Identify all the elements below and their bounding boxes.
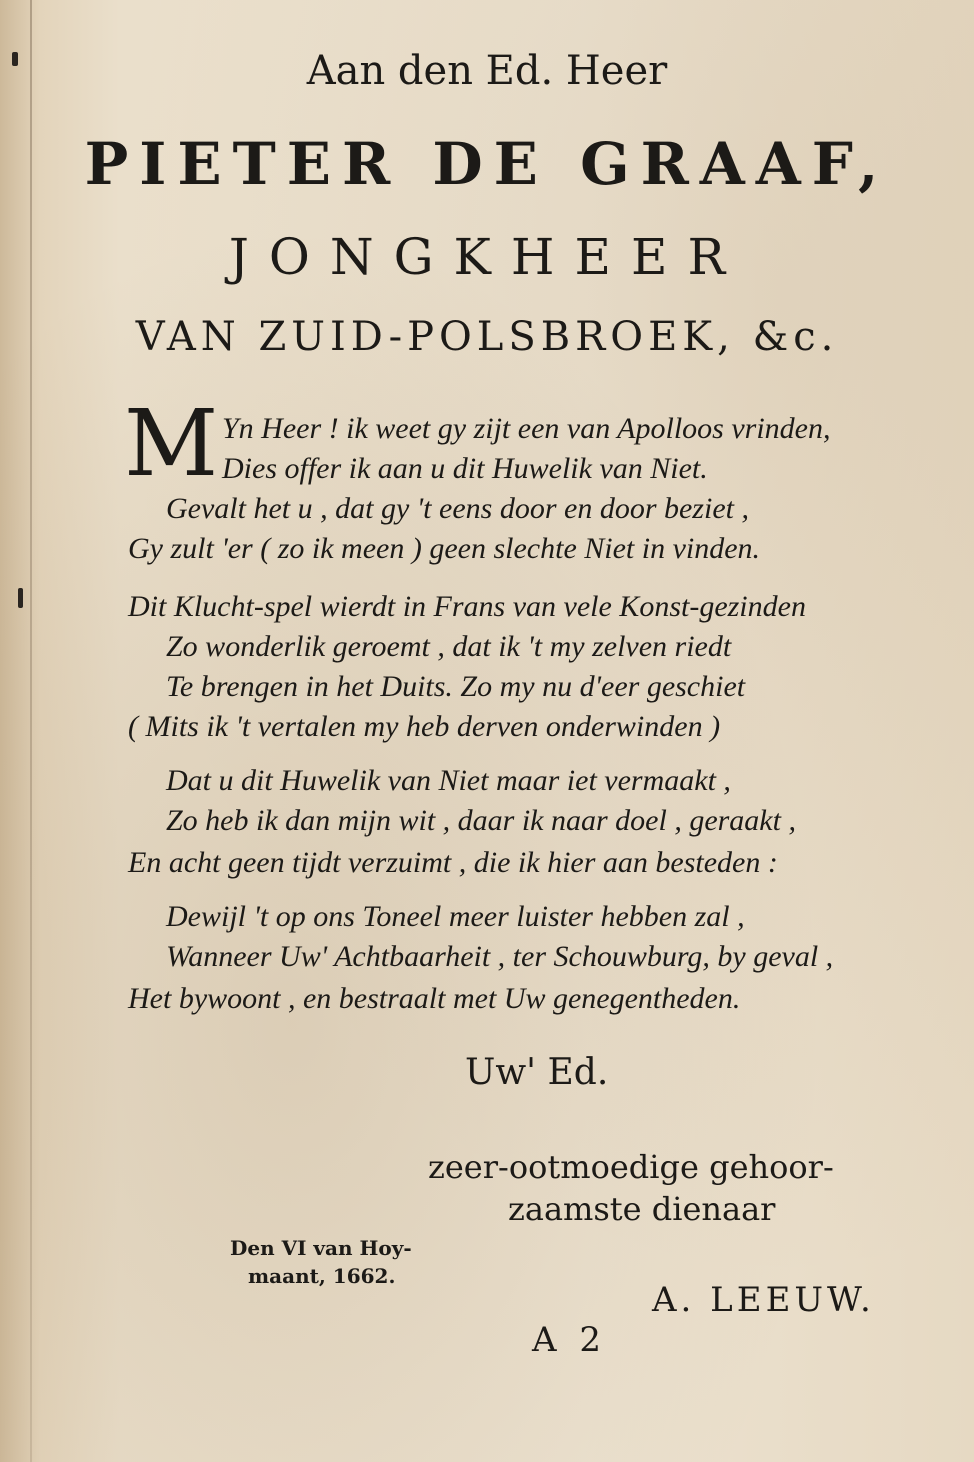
ink-blot [18,588,23,608]
dedicatee-title: JONGKHEER [228,228,746,286]
poem-line-3: Gevalt het u , dat gy 't eens door en door beziet , [166,492,749,525]
signoff-line-2: zaamste dienaar [508,1190,776,1228]
poem-line-8: ( Mits ik 't vertalen my heb derven onderwinden ) [128,710,721,743]
poem-line-13: Wanneer Uw' Achtbaarheit , ter Schouwburg, by geval , [166,940,834,973]
poem-line-2: Dies offer ik aan u dit Huwelik van Niet. [222,452,708,485]
author-name: A. LEEUW. [652,1280,875,1320]
date-line-1: Den VI van Hoy- [230,1236,412,1260]
signature-mark: A 2 [532,1320,607,1360]
poem-line-9: Dat u dit Huwelik van Niet maar iet vermaakt , [166,764,731,797]
poem-line-6: Zo wonderlik geroemt , dat ik 't my zelven riedt [166,630,732,663]
signoff-line-1: zeer-ootmoedige gehoor- [428,1148,834,1186]
binding-gutter [30,0,32,1462]
poem-line-7: Te brengen in het Duits. Zo my nu d'eer geschiet [166,670,746,703]
poem-line-1: Yn Heer ! ik weet gy zijt een van Apolloos vrinden, [222,412,831,445]
poem-line-5: Dit Klucht-spel wierdt in Frans van vele Konst-gezinden [128,590,806,623]
poem-line-4: Gy zult 'er ( zo ik meen ) geen slechte Niet in vinden. [128,532,761,565]
poem-line-12: Dewijl 't op ons Toneel meer luister hebben zal , [166,900,745,933]
salutation: Uw' Ed. [465,1052,609,1093]
poem-line-10: Zo heb ik dan mijn wit , daar ik naar doel , geraakt , [166,804,796,837]
poem-line-14: Het bywoont , en bestraalt met Uw genegentheden. [128,982,741,1015]
drop-cap: M [124,390,219,497]
poem-line-11: En acht geen tijdt verzuimt , die ik hier aan besteden : [128,846,778,879]
dedicatee-name: PIETER DE GRAAF, [84,130,890,198]
dedicatee-lordship: VAN ZUID-POLSBROEK, &c. [135,314,839,360]
date-line-2: maant, 1662. [248,1264,396,1288]
dedication-address: Aan den Ed. Heer [306,48,668,94]
